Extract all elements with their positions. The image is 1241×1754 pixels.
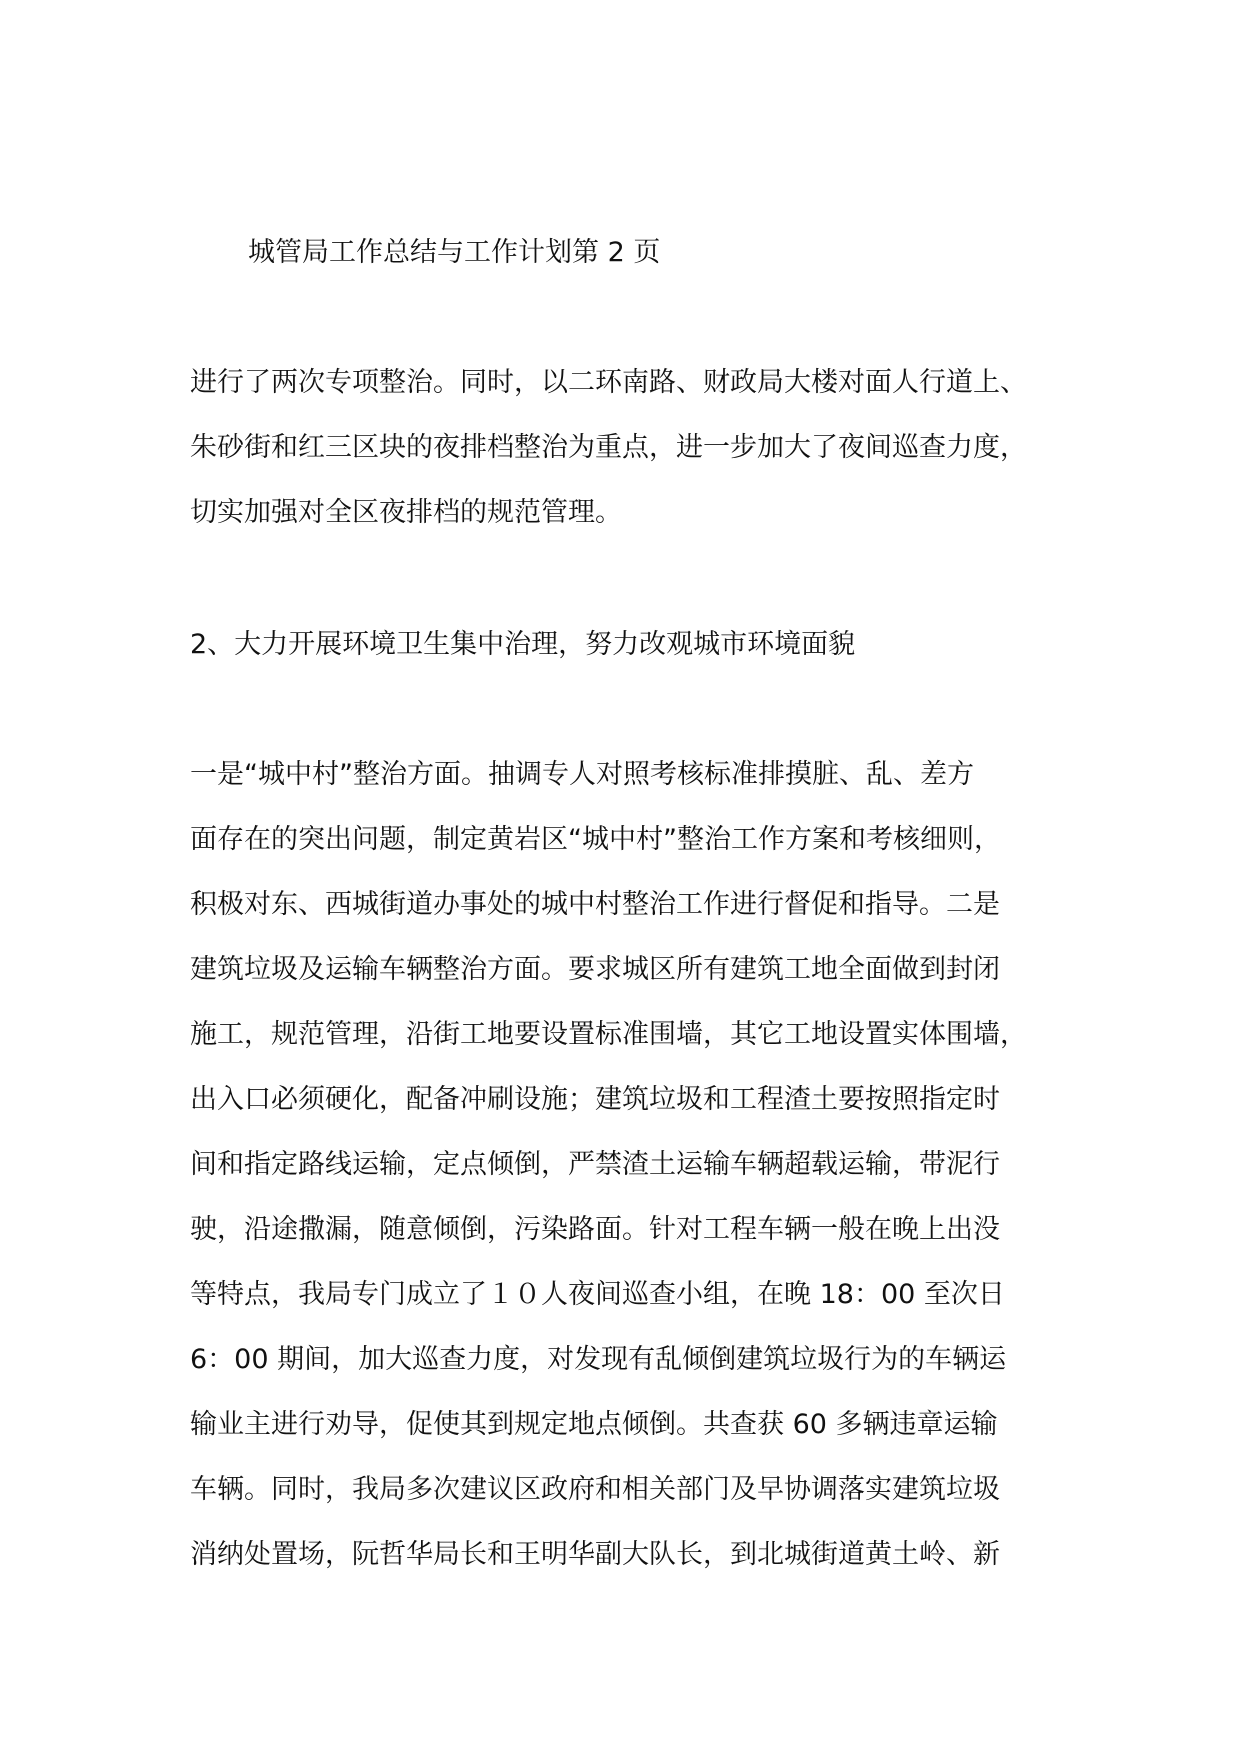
paragraph-2	[190, 742, 1027, 1587]
text-line: 消纳处置场，阮哲华局长和王明华副大队长，到北城街道黄土岭、新	[190, 1539, 1000, 1570]
heading-text: 2、大力开展环境卫生集中治理，努力改观城市环境面貌	[190, 629, 856, 660]
paragraph-1	[190, 350, 1027, 545]
text-line: 等特点，我局专门成立了１０人夜间巡查小组，在晚 18：00 至次日	[190, 1279, 1005, 1310]
text-line: 车辆。同时，我局多次建议区政府和相关部门及早协调落实建筑垃圾	[190, 1474, 1000, 1505]
text-line: 进行了两次专项整治。同时，以二环南路、财政局大楼对面人行道上、	[190, 367, 1027, 398]
text-line: 6：00 期间，加大巡查力度，对发现有乱倾倒建筑垃圾行为的车辆运	[190, 1344, 1007, 1375]
text-line: 施工，规范管理，沿街工地要设置标准围墙，其它工地设置实体围墙，	[190, 1019, 1027, 1050]
text-line: 建筑垃圾及运输车辆整治方面。要求城区所有建筑工地全面做到封闭	[190, 954, 1000, 985]
text-line: 切实加强对全区夜排档的规范管理。	[190, 497, 622, 528]
section-heading-2	[190, 612, 855, 677]
text-line: 一是“城中村”整治方面。抽调专人对照考核标准排摸脏、乱、差方	[190, 759, 974, 790]
page-title: 城管局工作总结与工作计划第 2 页	[248, 237, 661, 268]
text-line: 驶，沿途撒漏，随意倾倒，污染路面。针对工程车辆一般在晚上出没	[190, 1214, 1000, 1245]
text-line: 积极对东、西城街道办事处的城中村整治工作进行督促和指导。二是	[190, 889, 1000, 920]
text-line: 面存在的突出问题，制定黄岩区“城中村”整治工作方案和考核细则，	[190, 824, 1001, 855]
text-line: 朱砂街和红三区块的夜排档整治为重点，进一步加大了夜间巡查力度，	[190, 432, 1027, 463]
text-line: 出入口必须硬化，配备冲刷设施；建筑垃圾和工程渣土要按照指定时	[190, 1084, 1000, 1115]
text-line: 间和指定路线运输，定点倾倒，严禁渣土运输车辆超载运输，带泥行	[190, 1149, 1000, 1180]
text-line: 输业主进行劝导，促使其到规定地点倾倒。共查获 60 多辆违章运输	[190, 1409, 998, 1440]
